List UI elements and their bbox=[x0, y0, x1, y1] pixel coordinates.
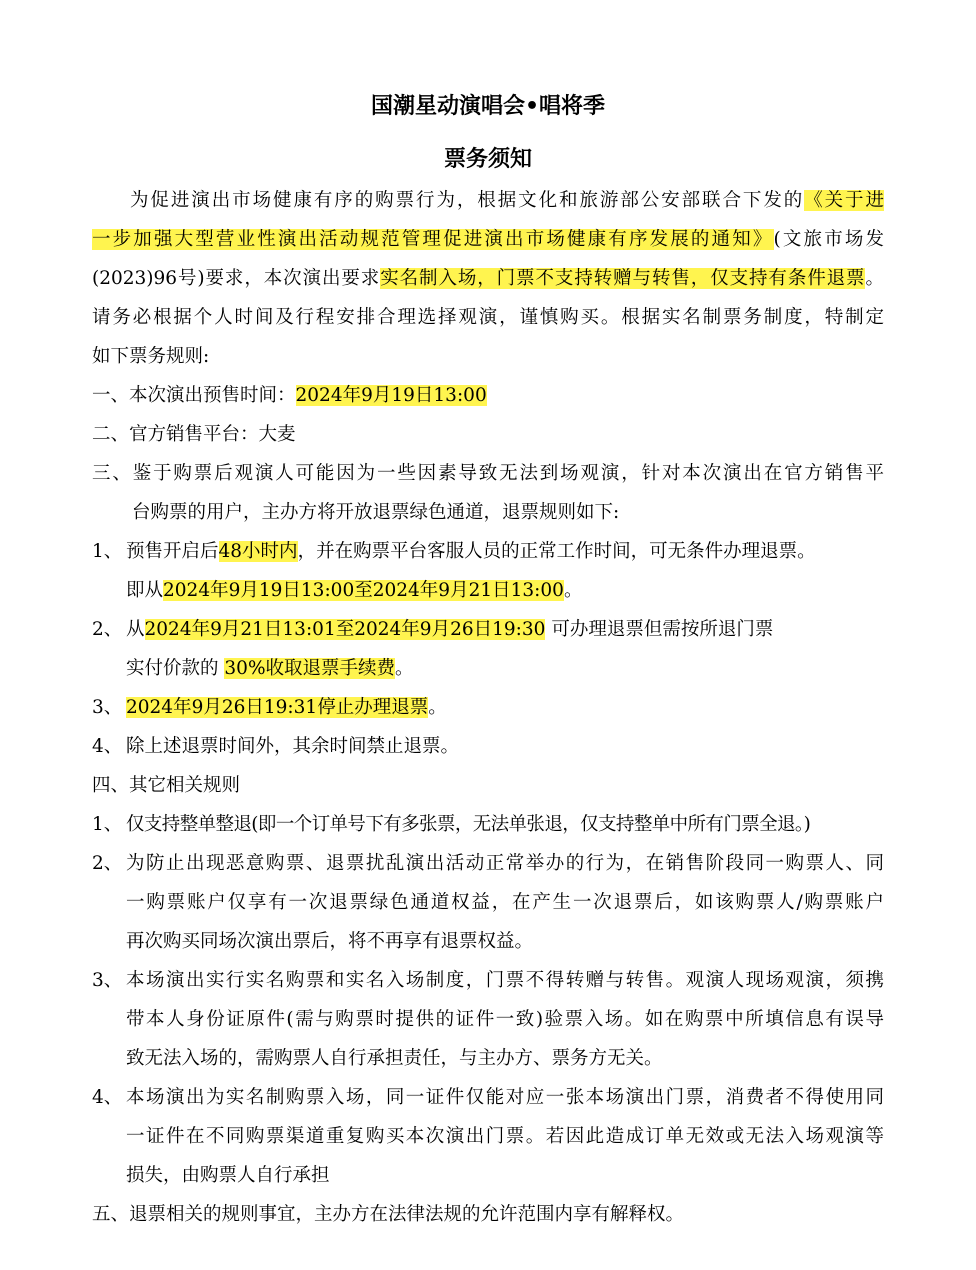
section-1-label: 一、本次演出预售时间： bbox=[92, 385, 296, 406]
other-rule-2-line-2: 一购票账户仅享有一次退票绿色通道权益，在产生一次退票后，如该购票人/购票账户 bbox=[126, 892, 884, 913]
other-rule-3-number: 3、 bbox=[92, 970, 123, 991]
other-rule-3-line-1: 本场演出实行实名购票和实名入场制度，门票不得转赠与转售。观演人现场观演，须携 bbox=[126, 970, 884, 991]
section-2: 二、官方销售平台：大麦 bbox=[92, 424, 296, 445]
refund-rule-2-line-2 bbox=[126, 654, 884, 684]
rule-number: 1、 bbox=[92, 541, 123, 562]
section-4: 四、其它相关规则 bbox=[92, 775, 241, 796]
rule-text: 即从 bbox=[126, 580, 164, 601]
rule-highlight: 2024年9月26日19:31停止办理退票 bbox=[126, 697, 429, 718]
document-title: 国潮星动演唱会•唱将季 bbox=[370, 94, 606, 119]
rule-text: 。 bbox=[395, 658, 414, 679]
intro-line-4: 请务必根据个人时间及行程安排合理选择观演，谨慎购买。根据实名制票务制度，特制定 bbox=[92, 307, 884, 328]
rule-text: 可办理退票但需按所退门票 bbox=[551, 619, 774, 640]
other-rule-4-line-1: 本场演出为实名制购票入场，同一证件仅能对应一张本场演出门票，消费者不得使用同 bbox=[126, 1087, 884, 1108]
section-3-line-1: 三、鉴于购票后观演人可能因为一些因素导致无法到场观演，针对本次演出在官方销售平 bbox=[92, 463, 884, 484]
intro-highlight: 一步加强大型营业性演出活动规范管理促进演出市场健康有序发展的通知》 bbox=[92, 229, 774, 250]
rule-text: 实付价款的 bbox=[126, 658, 219, 679]
intro-line-2 bbox=[92, 225, 884, 255]
intro-highlight: 《关于进 bbox=[804, 190, 884, 211]
rule-text: 。 bbox=[563, 580, 583, 601]
intro-text: 。 bbox=[865, 268, 884, 289]
other-rule-2-line-3: 再次购买同场次演出票后，将不再享有退票权益。 bbox=[126, 931, 534, 952]
other-rule-2-line-1 bbox=[126, 849, 884, 879]
rule-highlight: 30%收取退票手续费 bbox=[224, 658, 396, 679]
rule-number: 1、 bbox=[92, 814, 123, 835]
document-subtitle: 票务须知 bbox=[443, 147, 532, 172]
rule-text: 为防止出现恶意购票、退票扰乱演出活动正常举办的行为，在销售阶段同一购票人、同 bbox=[126, 853, 884, 874]
other-rule-4-line-2: 一证件在不同购票渠道重复购买本次演出门票。若因此造成订单无效或无法入场观演等 bbox=[126, 1126, 884, 1147]
refund-rule-3 bbox=[92, 693, 884, 723]
other-rule-3-line-3: 致无法入场的，需购票人自行承担责任，与主办方、票务方无关。 bbox=[126, 1048, 663, 1069]
intro-text: 为促进演出市场健康有序的购票行为，根据文化和旅游部公安部联合下发的 bbox=[130, 190, 805, 211]
rule-highlight: 2024年9月21日13:01至2024年9月26日19:30 bbox=[144, 619, 546, 640]
section-5: 五、退票相关的规则事宜，主办方在法律法规的允许范围内享有解释权。 bbox=[92, 1204, 685, 1225]
intro-line-3 bbox=[92, 264, 884, 294]
rule-highlight: 2024年9月19日13:00至2024年9月21日13:00 bbox=[163, 580, 564, 601]
section-1 bbox=[92, 381, 884, 411]
other-rule-4-line-3: 损失，由购票人自行承担 bbox=[126, 1165, 330, 1186]
intro-text: 要求，本次演出要求 bbox=[204, 268, 381, 289]
intro-line-5: 如下票务规则: bbox=[92, 346, 210, 367]
refund-rule-1 bbox=[92, 537, 884, 567]
rule-text: 仅支持整单整退(即一个订单号下有多张票，无法单张退，仅支持整单中所有门票全退。) bbox=[126, 814, 811, 835]
other-rule-4-number: 4、 bbox=[92, 1087, 123, 1108]
rule-highlight: 48小时内 bbox=[218, 541, 298, 562]
other-rule-2-number: 2、 bbox=[92, 853, 123, 874]
rule-text: ，并在购票平台客服人员的正常工作时间，可无条件办理退票。 bbox=[297, 541, 816, 562]
refund-rule-1-line-2 bbox=[126, 576, 884, 606]
section-3-line-2: 台购票的用户，主办方将开放退票绿色通道，退票规则如下: bbox=[132, 502, 620, 523]
presale-time: 2024年9月19日13:00 bbox=[295, 385, 487, 406]
intro-highlight: 实名制入场，门票不支持转赠与转售，仅支持有条件退票 bbox=[380, 268, 866, 289]
refund-rule-2 bbox=[92, 615, 884, 645]
rule-text: 除上述退票时间外，其余时间禁止退票。 bbox=[126, 736, 460, 757]
intro-line-1 bbox=[130, 186, 884, 216]
rule-number: 4、 bbox=[92, 736, 123, 757]
refund-rule-4 bbox=[92, 732, 884, 762]
other-rule-3-line-2: 带本人身份证原件(需与购票时提供的证件一致)验票入场。如在购票中所填信息有误导 bbox=[126, 1009, 884, 1030]
rule-number: 2、 bbox=[92, 619, 123, 640]
intro-text: (2023)96号) bbox=[92, 268, 205, 289]
rule-text: 。 bbox=[428, 697, 447, 718]
intro-text: (文旅市场发 bbox=[773, 229, 884, 250]
rule-text: 从 bbox=[126, 619, 145, 640]
rule-number: 3、 bbox=[92, 697, 123, 718]
rule-text: 预售开启后 bbox=[126, 541, 219, 562]
other-rule-1 bbox=[92, 810, 884, 840]
